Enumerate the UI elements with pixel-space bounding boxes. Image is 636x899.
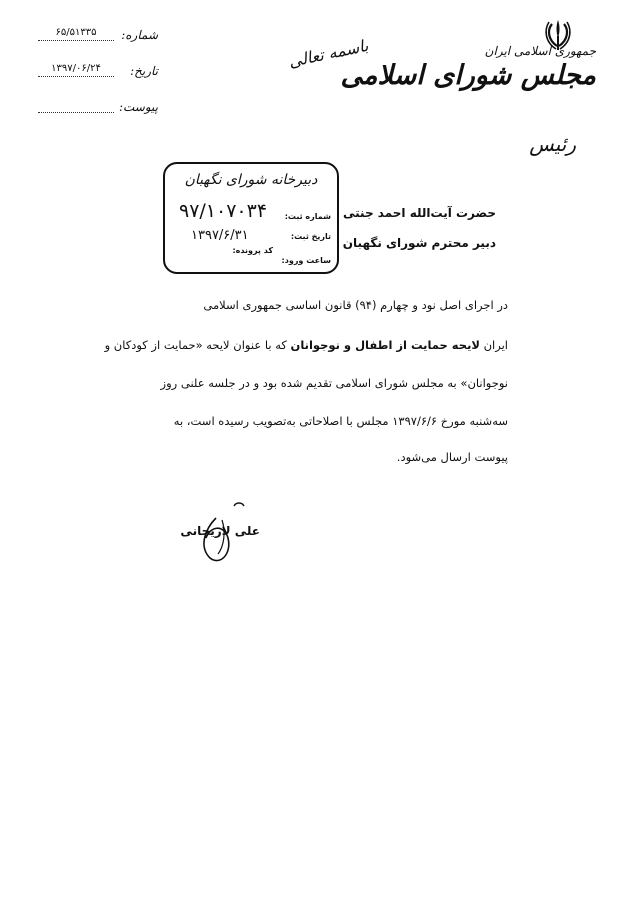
role-label: رئیس	[529, 132, 576, 156]
bismillah-calligraphy: باسمه تعالی	[286, 35, 370, 72]
number-label: شماره:	[121, 28, 158, 42]
stamp-reg-date-label: تاریخ ثبت:	[290, 232, 331, 241]
number-row	[38, 28, 158, 46]
stamp-reg-number-label: شماره ثبت:	[284, 212, 331, 221]
republic-label: جمهوری اسلامی ایران	[484, 44, 596, 58]
bill-title: لایحه حمایت از اطفال و نوجوانان	[290, 338, 480, 352]
date-line	[38, 76, 114, 77]
attachment-line	[38, 112, 114, 113]
recipient-title: دبیر محترم شورای نگهبان	[342, 236, 496, 250]
attachment-row	[38, 100, 158, 118]
body-line-2	[105, 338, 508, 352]
body-line-3: نوجوانان» به مجلس شورای اسلامی تقدیم شده بود و در جلسه علنی روز	[160, 376, 508, 390]
signatory-name: علی لاریجانی	[180, 524, 260, 538]
recipient-name: حضرت آیت‌الله احمد جنتی	[343, 206, 496, 220]
stamp-entry-time-label: ساعت ورود:	[281, 256, 331, 265]
body-line-5: پیوست ارسال می‌شود.	[396, 450, 508, 464]
date-label: تاریخ:	[130, 64, 158, 78]
stamp-file-code-label: کد پرونده:	[232, 246, 273, 255]
body-line-4: سه‌شنبه مورخ ۱۳۹۷/۶/۶ مجلس با اصلاحاتی به‌تصویب رسیده است، به	[173, 414, 508, 428]
number-line	[38, 40, 114, 41]
stamp-reg-date-value: ۱۳۹۷/۶/۳۱	[191, 228, 249, 243]
attachment-label: پیوست:	[118, 100, 158, 114]
body-line-2-start: ایران	[479, 338, 508, 352]
stamp-title: دبیرخانه شورای نگهبان	[184, 172, 318, 188]
date-row	[38, 64, 158, 82]
stamp-reg-number-value: ۹۷/۱۰۷۰۳۴	[179, 200, 268, 222]
signature-scribble-icon	[176, 498, 266, 568]
majlis-title: مجلس شورای اسلامی	[340, 60, 596, 91]
body-line-1: در اجرای اصل نود و چهارم (۹۴) قانون اساسی جمهوری اسلامی	[203, 298, 508, 312]
body-line-2-end: که با عنوان لایحه «حمایت از کودکان و	[104, 338, 291, 352]
date-value: ۱۳۹۷/۰۶/۲۴	[51, 63, 101, 74]
registration-stamp	[163, 162, 339, 274]
number-value: ۶۵/۵۱۳۳۵	[55, 27, 97, 38]
